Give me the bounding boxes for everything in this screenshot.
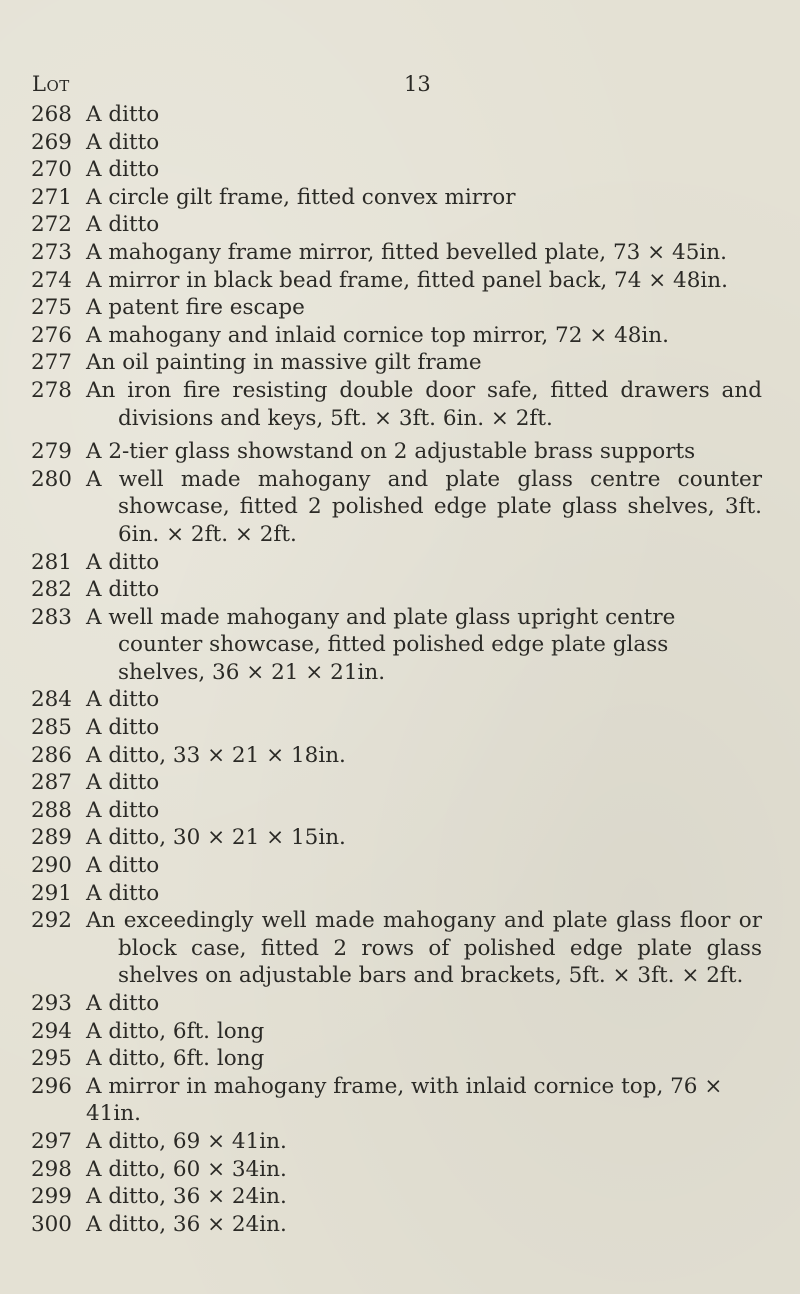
lot-description: A mirror in black bead frame, fitted panel back, 74 × 48in. xyxy=(86,267,728,293)
lot-number: 270 xyxy=(30,157,72,183)
lot-entry xyxy=(0,549,800,577)
lot-number: 283 xyxy=(30,604,72,630)
lot-entry xyxy=(0,1018,800,1046)
lot-entry xyxy=(0,239,800,267)
lot-description: A mirror in mahogany frame, with inlaid cornice top, 76 × 41in. xyxy=(86,1073,723,1127)
lot-number: 295 xyxy=(30,1046,72,1072)
lot-entry xyxy=(0,990,800,1018)
lot-number: 280 xyxy=(30,466,72,492)
lot-number: 272 xyxy=(30,212,72,238)
lot-number: 300 xyxy=(30,1211,72,1237)
lot-description: A ditto, 60 × 34in. xyxy=(86,1156,287,1182)
lot-number: 273 xyxy=(30,239,72,265)
lot-description: A ditto xyxy=(86,549,160,575)
lot-number: 289 xyxy=(30,825,72,851)
lot-number: 281 xyxy=(30,549,72,575)
lot-number: 278 xyxy=(30,377,72,403)
lot-description: A ditto xyxy=(86,853,160,879)
lot-entry xyxy=(0,742,800,770)
lot-number: 286 xyxy=(30,742,72,768)
lot-number: 277 xyxy=(30,350,72,376)
lot-number: 275 xyxy=(30,295,72,321)
lot-description: A mahogany frame mirror, fitted bevelled plate, 73 × 45in. xyxy=(86,239,727,265)
lot-number: 290 xyxy=(30,853,72,879)
lot-entry xyxy=(0,349,800,377)
lot-description: A ditto, 30 × 21 × 15in. xyxy=(86,825,346,851)
lot-description: A well made mahogany and plate glass centre counter showcase, fitted 2 polished edge plate glass shelves, 3ft. 6in. × 2ft. × 2ft. xyxy=(86,466,762,547)
lot-entry xyxy=(0,852,800,880)
lot-description: A ditto, 69 × 41in. xyxy=(86,1128,287,1154)
lot-entry xyxy=(0,604,800,687)
lot-entry xyxy=(0,1128,800,1156)
lot-entry xyxy=(0,377,800,432)
lot-entry xyxy=(0,466,800,549)
lot-entry xyxy=(0,824,800,852)
lot-entry xyxy=(0,1045,800,1073)
lot-description: A ditto xyxy=(86,715,160,741)
lot-entry xyxy=(0,1183,800,1211)
lot-description: A ditto xyxy=(86,797,160,823)
lot-description: A ditto xyxy=(86,687,160,713)
lot-description: A ditto, 6ft. long xyxy=(86,1018,265,1044)
lot-entry xyxy=(0,714,800,742)
lot-number: 268 xyxy=(30,102,72,127)
lot-number: 284 xyxy=(30,687,72,713)
lot-entry xyxy=(0,129,800,157)
lot-number: 294 xyxy=(30,1018,72,1044)
lot-description: A ditto, 36 × 24in. xyxy=(86,1184,287,1210)
lot-description: A ditto xyxy=(86,577,160,603)
lot-description: A mahogany and inlaid cornice top mirror, 72 × 48in. xyxy=(86,322,669,348)
lot-description: A well made mahogany and plate glass upright centre counter showcase, fitted polished edge plate glass shelves, 36 × 21 × 21in. xyxy=(86,604,676,685)
lot-description: A ditto, 6ft. long xyxy=(86,1046,265,1072)
lot-entry xyxy=(0,576,800,604)
lot-description: An iron fire resisting double door safe, fitted drawers and divisions and keys, 5ft. × 3ft. 6in. × 2ft. xyxy=(86,377,762,431)
lot-description: A ditto xyxy=(86,157,160,183)
lot-number: 279 xyxy=(30,439,72,465)
lot-description: An exceedingly well made mahogany and plate glass floor or block case, fitted 2 rows of polished edge plate glass shelves on adjustable bars and brackets, 5ft. × 3ft. × 2ft. xyxy=(86,908,762,989)
lot-number: 285 xyxy=(30,715,72,741)
lot-number: 292 xyxy=(30,908,72,934)
lot-number: 269 xyxy=(30,129,72,155)
lot-number: 297 xyxy=(30,1128,72,1154)
lot-description: A ditto xyxy=(86,991,160,1016)
lot-number: 288 xyxy=(30,797,72,823)
lot-description: A ditto, 33 × 21 × 18in. xyxy=(86,742,346,768)
lot-description: A ditto xyxy=(86,102,160,127)
lot-column-heading: Lot xyxy=(32,72,70,96)
page-number: 13 xyxy=(404,72,431,96)
lot-entry xyxy=(0,686,800,714)
lot-number: 293 xyxy=(30,991,72,1016)
lot-entry xyxy=(0,1073,800,1128)
lot-number: 287 xyxy=(30,770,72,796)
lot-entry xyxy=(0,156,800,184)
lot-entry xyxy=(0,101,800,129)
lot-entry xyxy=(0,294,800,322)
lot-description: A ditto xyxy=(86,880,160,906)
lot-entry xyxy=(0,907,800,990)
lot-number: 271 xyxy=(30,184,72,210)
lot-entry xyxy=(0,211,800,239)
lot-number: 276 xyxy=(30,322,72,348)
lot-number: 296 xyxy=(30,1073,72,1099)
lot-description: A ditto xyxy=(86,212,160,238)
lot-entry xyxy=(0,1156,800,1184)
lot-description: A ditto xyxy=(86,770,160,796)
lot-entry xyxy=(0,1211,800,1239)
lot-number: 299 xyxy=(30,1184,72,1210)
lot-description: A 2-tier glass showstand on 2 adjustable brass supports xyxy=(86,439,696,465)
lot-description: A ditto xyxy=(86,129,160,155)
lot-number: 274 xyxy=(30,267,72,293)
lot-number: 282 xyxy=(30,577,72,603)
lot-list xyxy=(0,101,800,1238)
lot-description: A patent fire escape xyxy=(86,295,305,321)
lot-entry xyxy=(0,267,800,295)
lot-entry xyxy=(0,769,800,797)
lot-entry xyxy=(0,880,800,908)
lot-entry xyxy=(0,438,800,466)
lot-number: 298 xyxy=(30,1156,72,1182)
lot-entry xyxy=(0,184,800,212)
lot-number: 291 xyxy=(30,880,72,906)
lot-entry xyxy=(0,322,800,350)
lot-description: A circle gilt frame, fitted convex mirror xyxy=(86,184,516,210)
lot-description: An oil painting in massive gilt frame xyxy=(86,350,482,376)
lot-entry xyxy=(0,797,800,825)
lot-description: A ditto, 36 × 24in. xyxy=(86,1211,287,1237)
